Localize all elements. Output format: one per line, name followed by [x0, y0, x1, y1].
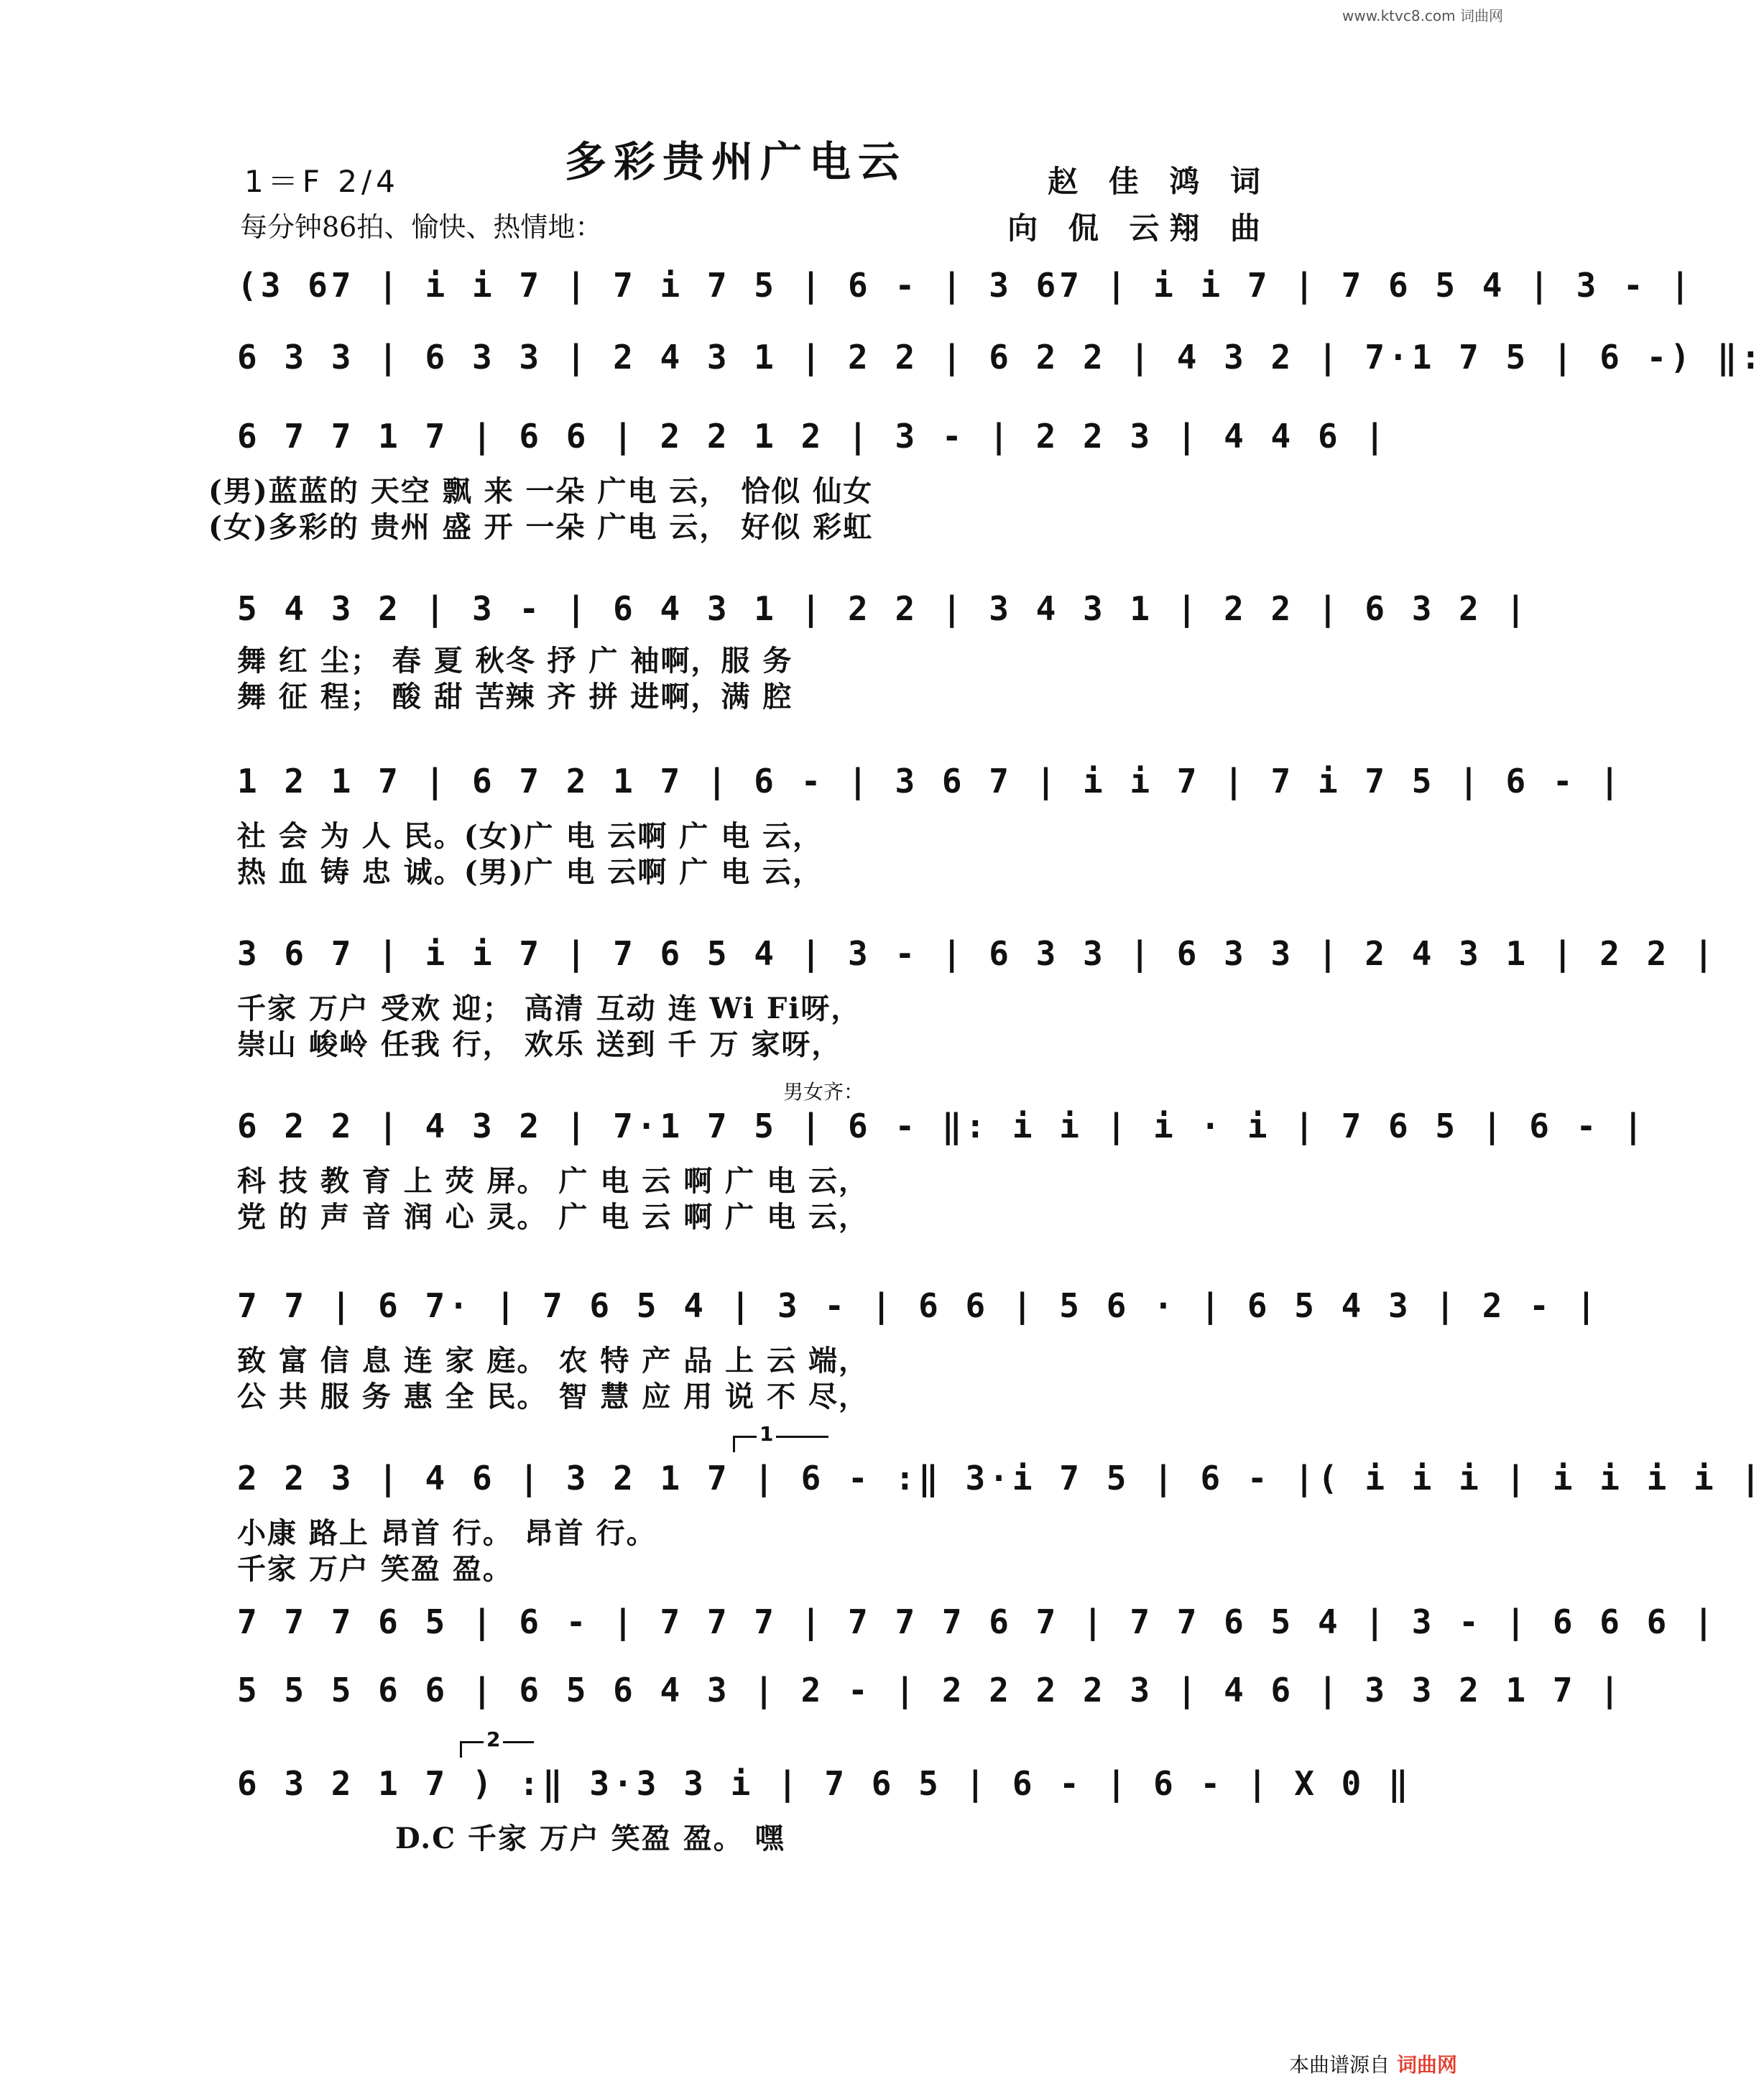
notes-line: 3 6 7 | i i 7 | 7 6 5 4 | 3 - | 6 3 3 | 6 3 3 | 2 4 3 1 | 2 2 |: [237, 934, 1717, 973]
notes-line: 1 2 1 7 | 6 7 2 1 7 | 6 - | 3 6 7 | i i 7 | 7 i 7 5 | 6 - |: [237, 762, 1623, 800]
lyric-line: 小康 路上 昂首 行。 昂首 行。: [237, 1516, 657, 1550]
composer-credit: 向 侃 云翔 曲: [1007, 211, 1270, 246]
lyric-line: 科 技 教 育 上 荧 屏。 广 电 云 啊 广 电 云，: [237, 1164, 869, 1198]
key-signature: 1＝F 2/4: [244, 164, 400, 199]
notes-line: (3 67 | i i 7 | 7 i 7 5 | 6 - | 3 67 | i i 7 | 7 6 5 4 | 3 - |: [237, 266, 1694, 305]
lyric-line: 社 会 为 人 民。(女)广 电 云啊 广 电 云，: [237, 819, 823, 853]
site-logo: 词曲网: [1396, 2053, 1457, 2077]
lyric-line: 舞 征 程； 酸 甜 苦辣 齐 拼 进啊，满 腔: [237, 680, 793, 714]
notes-line: 6 7 7 1 7 | 6 6 | 2 2 1 2 | 3 - | 2 2 3 | 4 4 6 |: [237, 417, 1389, 456]
notes-line: 5 5 5 6 6 | 6 5 6 4 3 | 2 - | 2 2 2 2 3 | 4 6 | 3 3 2 1 7 |: [237, 1671, 1623, 1709]
notes-line: 6 2 2 | 4 3 2 | 7·1 7 5 | 6 - ‖: i i | i · i | 7 6 5 | 6 - |: [237, 1107, 1647, 1145]
notes-line: 7 7 7 6 5 | 6 - | 7 7 7 | 7 7 7 6 7 | 7 7 6 5 4 | 3 - | 6 6 6 |: [237, 1602, 1717, 1641]
lyric-line: (女)多彩的 贵州 盛 开 一朵 广电 云， 好似 彩虹: [208, 510, 874, 544]
voice-label: 男女齐：: [783, 1080, 864, 1104]
notes-line: 5 4 3 2 | 3 - | 6 4 3 1 | 2 2 | 3 4 3 1 | 2 2 | 6 3 2 |: [237, 589, 1530, 628]
lyric-line: 千家 万户 笑盈 盈。: [237, 1552, 513, 1586]
volta-number: 2: [484, 1727, 503, 1751]
lyric-line: 热 血 铸 忠 诚。(男)广 电 云啊 广 电 云，: [237, 855, 823, 889]
lyric-line: 公 共 服 务 惠 全 民。 智 慧 应 用 说 不 尽，: [237, 1380, 869, 1413]
watermark-bottom: [1289, 2049, 1457, 2078]
lyric-line: 崇山 峻岭 任我 行， 欢乐 送到 千 万 家呀，: [237, 1028, 842, 1061]
lyric-line: 致 富 信 息 连 家 庭。 农 特 产 品 上 云 端，: [237, 1344, 869, 1378]
volta-number: 1: [757, 1422, 776, 1446]
notes-line: 6 3 2 1 7 ) :‖ 3·3 3 i | 7 6 5 | 6 - | 6 - | X 0 ‖: [237, 1764, 1412, 1803]
tempo-marking: 每分钟86拍、愉快、热情地：: [240, 211, 603, 243]
watermark-text: 本曲谱源自: [1288, 2053, 1390, 2077]
lyric-line: 舞 红 尘； 春 夏 秋冬 抒 广 袖啊，服 务: [237, 644, 793, 678]
volta-bracket: [733, 1422, 828, 1452]
notes-line: 2 2 3 | 4 6 | 3 2 1 7 | 6 - :‖ 3·i 7 5 | 6 - |( i i i | i i i i |: [237, 1459, 1764, 1498]
watermark-top: www.ktvc8.com 词曲网: [1342, 7, 1504, 24]
lyric-line: 千家 万户 受欢 迎； 高清 互动 连 Wi Fi呀，: [237, 992, 862, 1025]
score-title: 多彩贵州广电云: [564, 137, 907, 186]
volta-bracket: [460, 1727, 534, 1758]
lyric-line: D.C 千家 万户 笑盈 盈。 嘿: [395, 1822, 785, 1855]
lyricist-credit: 赵 佳 鸿 词: [1048, 164, 1270, 199]
lyric-line: 党 的 声 音 润 心 灵。 广 电 云 啊 广 电 云，: [237, 1200, 869, 1234]
lyric-line: (男)蓝蓝的 天空 飘 来 一朵 广电 云， 恰似 仙女: [208, 474, 874, 508]
notes-line: 7 7 | 6 7· | 7 6 5 4 | 3 - | 6 6 | 5 6 · | 6 5 4 3 | 2 - |: [237, 1286, 1600, 1325]
notes-line: 6 3 3 | 6 3 3 | 2 4 3 1 | 2 2 | 6 2 2 | 4 3 2 | 7·1 7 5 | 6 -) ‖:: [237, 338, 1764, 377]
